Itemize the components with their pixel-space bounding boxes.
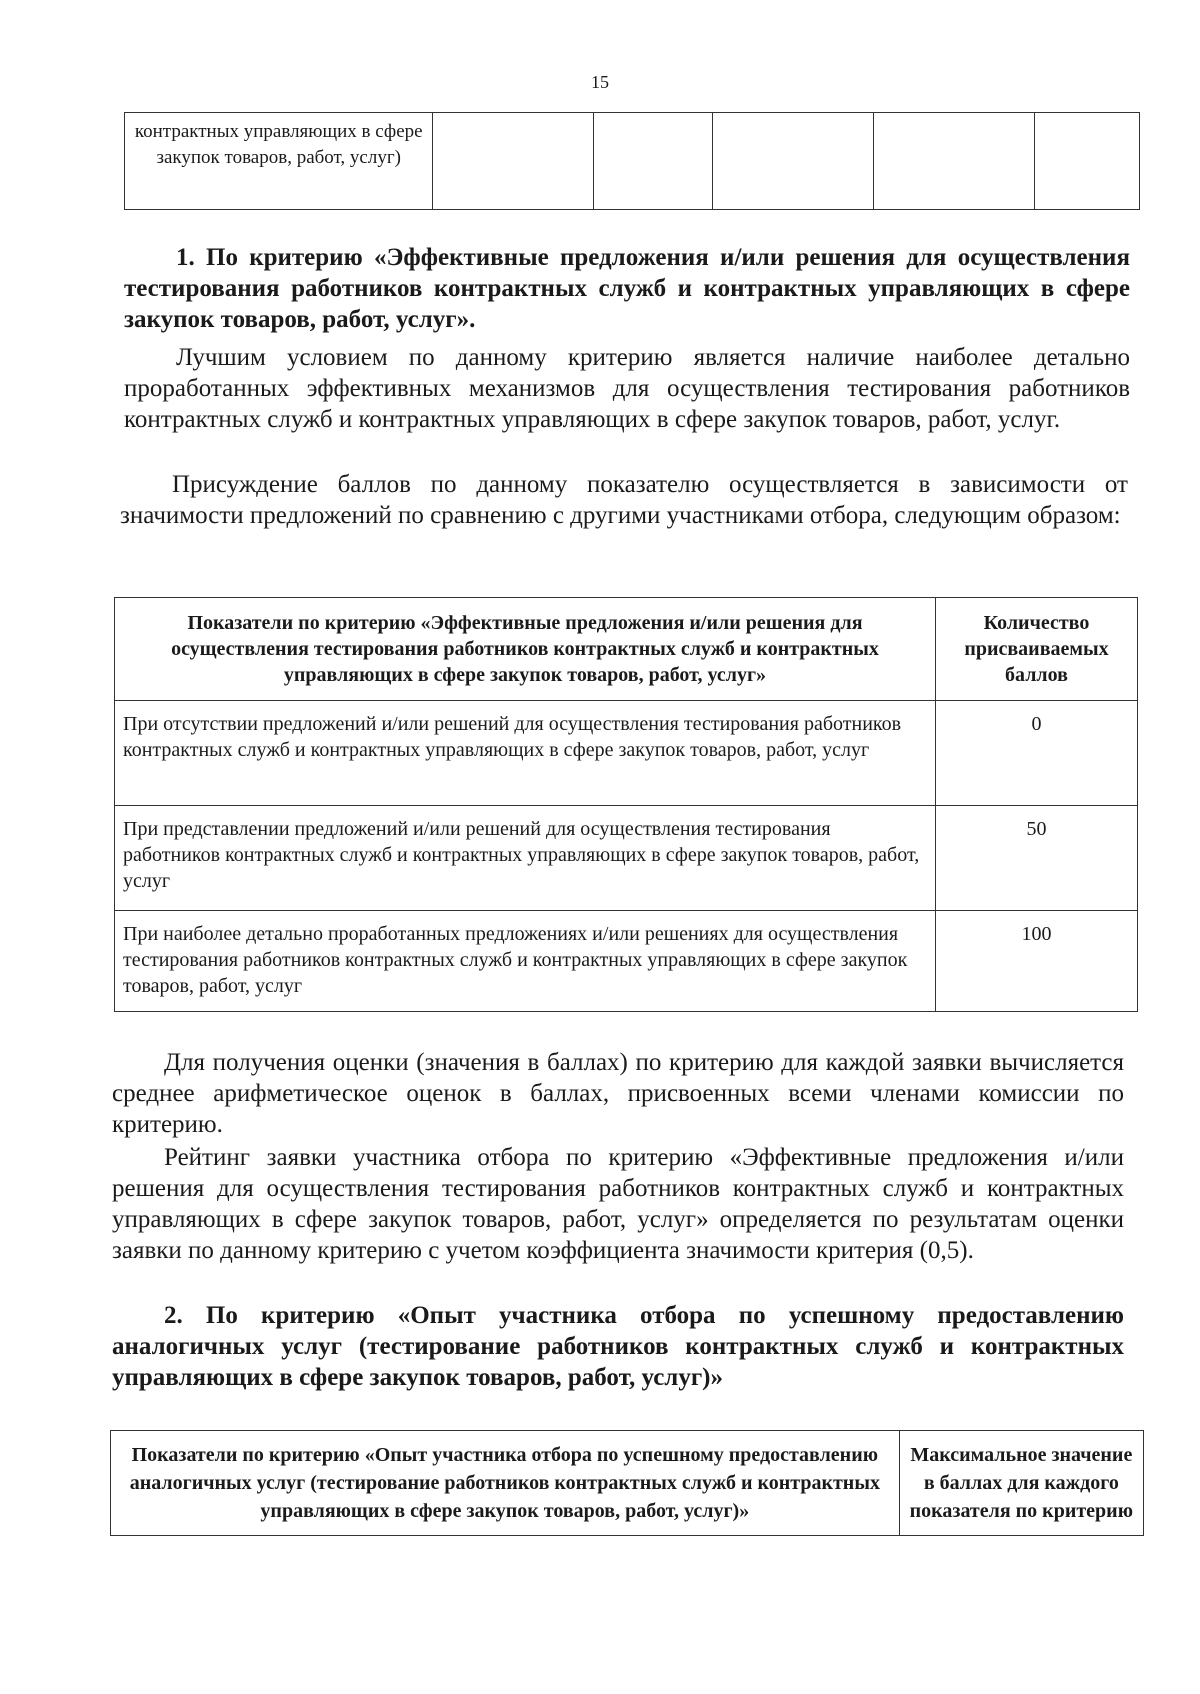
row-text: При наиболее детально проработанных предложениях и/или решениях для осуществления тестирования работников контрактных служб и контрактных управляющих в сфере закупок товаров, работ, услуг: [115, 911, 936, 1012]
section-1-heading: 1. По критерию «Эффективные предложения и/или решения для осуществления тестирования работников контрактных служб и контрактных управляющих в сфере закупок товаров, работ, услуг».: [124, 244, 1130, 333]
table-header: Максимальное значение в баллах для каждого показателя по критерию: [899, 1431, 1143, 1536]
table-header: Показатели по критерию «Опыт участника отбора по успешному предоставлению аналогичных услуг (тестирование работников контрактных служб и контрактных управляющих в сфере закупок товаров, работ, услуг)»: [111, 1431, 900, 1536]
table-row: [115, 806, 1138, 911]
row-score: 0: [935, 701, 1137, 806]
table-header: Показатели по критерию «Эффективные предложения и/или решения для осуществления тестирования работников контрактных служб и контрактных управляющих в сфере закупок товаров, работ, услуг»: [115, 598, 936, 701]
row-score: 50: [935, 806, 1137, 911]
table-header-row: [115, 598, 1138, 701]
table-cell: контрактных управляющих в сфере закупок товаров, работ, услуг): [125, 113, 433, 210]
paragraph-3: Для получения оценки (значения в баллах) по критерию для каждой заявки вычисляется среднее арифметическое оценок в баллах, присвоенных всеми членами комиссии по критерию.: [112, 1049, 1124, 1138]
table-cell-empty: [594, 113, 713, 210]
page-number: 15: [591, 72, 609, 92]
section-1-paragraph-2: Присуждение баллов по данному показателю осуществляется в зависимости от значимости предложений по сравнению с другими участниками отбора, следующим образом:: [120, 471, 1128, 529]
table-header: Количество присваиваемых баллов: [935, 598, 1137, 701]
table-row: [115, 701, 1138, 806]
row-text: При отсутствии предложений и/или решений для осуществления тестирования работников контрактных служб и контрактных управляющих в сфере закупок товаров, работ, услуг: [115, 701, 936, 806]
table-cell-empty: [874, 113, 1035, 210]
table-header-row: [111, 1431, 1144, 1536]
row-text: При представлении предложений и/или решений для осуществления тестирования работников контрактных служб и контрактных управляющих в сфере закупок товаров, работ, услуг: [115, 806, 936, 911]
table-row: [125, 113, 1140, 210]
section-1-paragraph-1: Лучшим условием по данному критерию является наличие наиболее детально проработанных эффективных механизмов для осуществления тестирования работников контрактных служб и контрактных управляющих в сфере закупок товаров, работ, услуг.: [124, 344, 1130, 433]
table-cell-empty: [713, 113, 874, 210]
table-cell-empty: [433, 113, 594, 210]
continuation-table: [124, 112, 1140, 210]
section-2-heading: 2. По критерию «Опыт участника отбора по успешному предоставлению аналогичных услуг (тестирование работников контрактных служб и контрактных управляющих в сфере закупок товаров, работ, услуг)»: [112, 1302, 1124, 1391]
criterion-1-table: [114, 597, 1138, 1012]
table-cell-empty: [1035, 113, 1140, 210]
criterion-2-table: [110, 1430, 1144, 1536]
row-score: 100: [935, 911, 1137, 1012]
paragraph-4: Рейтинг заявки участника отбора по критерию «Эффективные предложения и/или решения для осуществления тестирования работников контрактных служб и контрактных управляющих в сфере закупок товаров, работ, услуг» определяется по результатам оценки заявки по данному критерию с учетом коэффициента значимости критерия (0,5).: [112, 1144, 1124, 1264]
table-row: [115, 911, 1138, 1012]
